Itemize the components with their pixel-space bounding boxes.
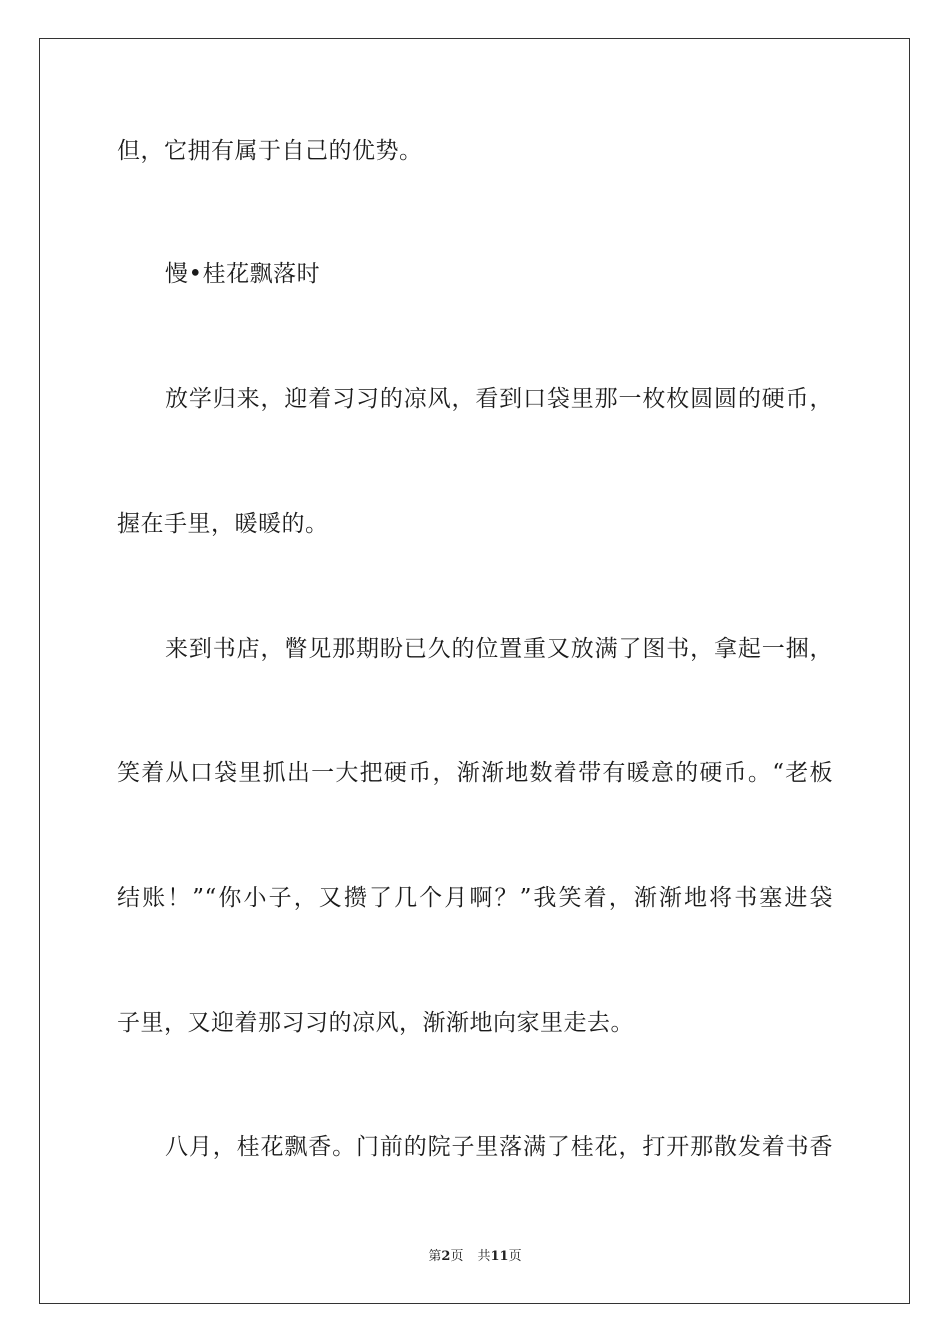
total-pages: 11 xyxy=(490,1249,509,1264)
page-prefix: 第 xyxy=(428,1249,442,1264)
page-number: 2 xyxy=(441,1249,451,1264)
paragraph-line: 放学归来，迎着习习的凉风，看到口袋里那一枚枚圆圆的硬币， xyxy=(165,386,833,412)
paragraph-line: 握在手里，暖暖的。 xyxy=(117,511,329,537)
section-heading: 慢•桂花飘落时 xyxy=(165,261,321,287)
page-suffix: 页 xyxy=(450,1249,464,1264)
page-footer xyxy=(0,1248,950,1266)
paragraph-line: 来到书店，瞥见那期盼已久的位置重又放满了图书，拿起一捆， xyxy=(165,636,833,662)
total-suffix: 页 xyxy=(508,1249,522,1264)
paragraph-line: 但，它拥有属于自己的优势。 xyxy=(117,138,423,164)
paragraph-line: 结账！”“你小子，又攒了几个月啊？”我笑着，渐渐地将书塞进袋 xyxy=(117,885,833,911)
paragraph-line: 笑着从口袋里抓出一大把硬币，渐渐地数着带有暖意的硬币。“老板 xyxy=(117,760,833,786)
paragraph-line: 子里，又迎着那习习的凉风，渐渐地向家里走去。 xyxy=(117,1010,634,1036)
paragraph-line: 八月，桂花飘香。门前的院子里落满了桂花，打开那散发着书香 xyxy=(165,1134,833,1160)
total-prefix: 共 xyxy=(477,1249,491,1264)
page-border xyxy=(39,38,910,1304)
